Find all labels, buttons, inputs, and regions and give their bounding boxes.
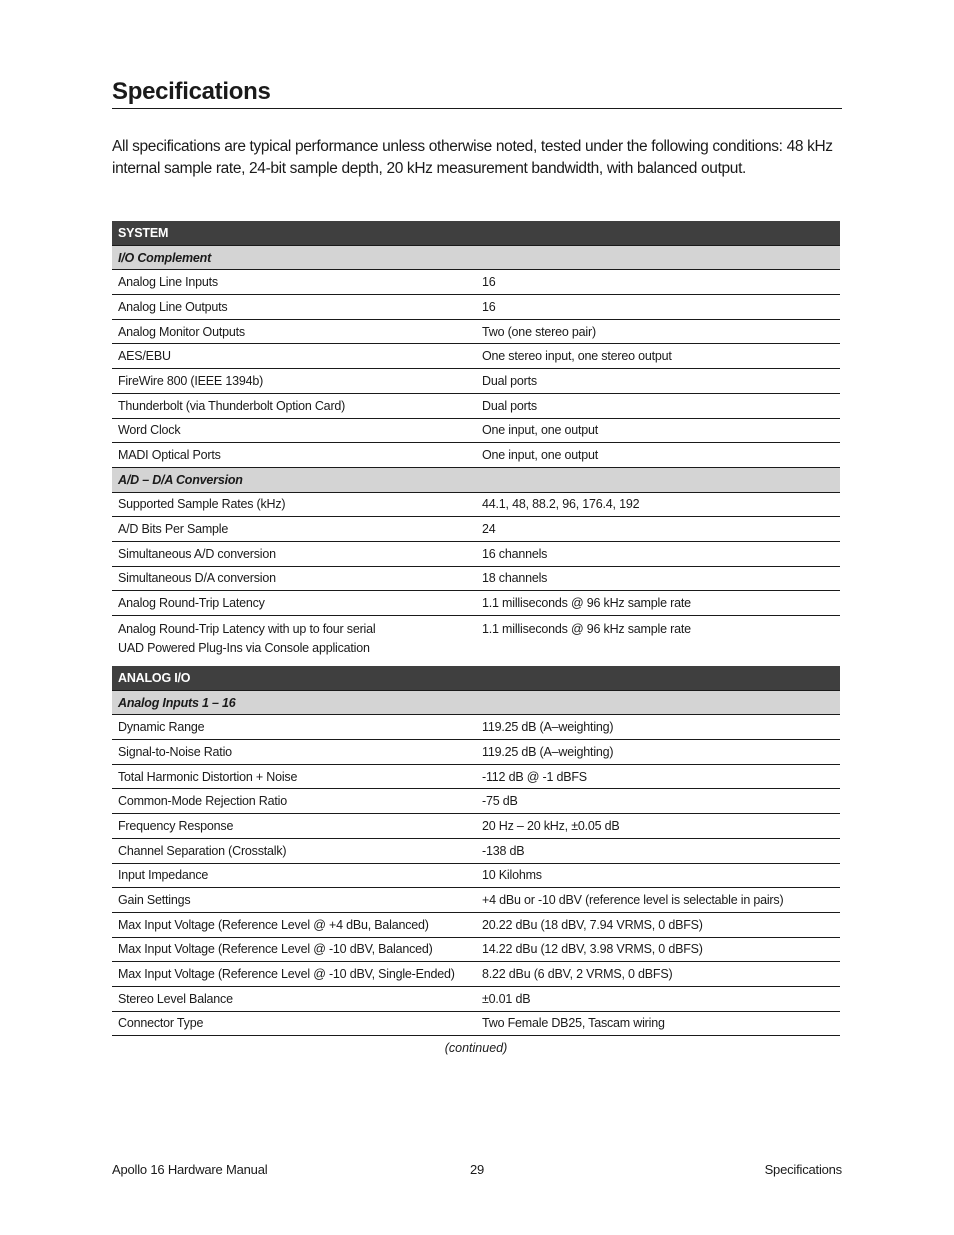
table-row: [112, 270, 840, 295]
table-row: [112, 888, 840, 913]
param-cell: Analog Round-Trip Latency: [112, 591, 476, 616]
param-cell: Channel Separation (Crosstalk): [112, 838, 476, 863]
value-cell: 1.1 milliseconds @ 96 kHz sample rate: [482, 622, 691, 636]
value-cell: 24: [476, 517, 840, 542]
section-header-system: [112, 221, 840, 245]
table-row: [112, 814, 840, 839]
param-cell: Supported Sample Rates (kHz): [112, 492, 476, 517]
param-cell: Stereo Level Balance: [112, 986, 476, 1011]
param-cell: Dynamic Range: [112, 715, 476, 740]
table-row: [112, 492, 840, 517]
section-label: ANALOG I/O: [112, 666, 840, 690]
table-row: [112, 863, 840, 888]
table-row: [112, 566, 840, 591]
param-cell: Thunderbolt (via Thunderbolt Option Card): [112, 393, 476, 418]
table-row: [112, 962, 840, 987]
param-cell: Connector Type: [112, 1011, 476, 1036]
section-header-analog-io: [112, 666, 840, 690]
param-cell: MADI Optical Ports: [112, 443, 476, 468]
param-cell: Word Clock: [112, 418, 476, 443]
param-cell: Analog Monitor Outputs: [112, 319, 476, 344]
page-title: Specifications: [112, 78, 842, 109]
table-row: [112, 986, 840, 1011]
param-cell: Input Impedance: [112, 863, 476, 888]
footer-page-number: 29: [469, 1162, 485, 1177]
value-cell: One stereo input, one stereo output: [476, 344, 840, 369]
subsection-conversion: [112, 467, 840, 492]
table-row: [112, 912, 840, 937]
table-row: [112, 789, 840, 814]
value-cell: Two Female DB25, Tascam wiring: [476, 1011, 840, 1036]
table-row: [112, 838, 840, 863]
subsection-analog-inputs: [112, 690, 840, 715]
value-cell: 20.22 dBu (18 dBV, 7.94 VRMS, 0 dBFS): [476, 912, 840, 937]
table-row: [112, 319, 840, 344]
param-cell: Analog Line Outputs: [112, 295, 476, 320]
param-cell: Signal-to-Noise Ratio: [112, 740, 476, 765]
value-cell: 1.1 milliseconds @ 96 kHz sample rate: [476, 591, 840, 616]
table-row: [112, 740, 840, 765]
param-cell: Simultaneous A/D conversion: [112, 541, 476, 566]
param-cell: Max Input Voltage (Reference Level @ -10 dBV, Balanced): [112, 937, 476, 962]
param-cell: Analog Round-Trip Latency with up to four serial UAD Powered Plug-Ins via Console application: [118, 622, 376, 655]
value-cell: -138 dB: [476, 838, 840, 863]
subsection-label: A/D – D/A Conversion: [112, 467, 840, 492]
value-cell: 119.25 dB (A–weighting): [476, 740, 840, 765]
value-cell: -75 dB: [476, 789, 840, 814]
value-cell: ±0.01 dB: [476, 986, 840, 1011]
value-cell: 14.22 dBu (12 dBV, 3.98 VRMS, 0 dBFS): [476, 937, 840, 962]
param-cell: FireWire 800 (IEEE 1394b): [112, 369, 476, 394]
continued-note: (continued): [444, 1041, 508, 1055]
value-cell: Two (one stereo pair): [476, 319, 840, 344]
value-cell: 16: [476, 295, 840, 320]
footer-manual-title: Apollo 16 Hardware Manual: [112, 1162, 268, 1177]
value-cell: 10 Kilohms: [476, 863, 840, 888]
param-cell: Frequency Response: [112, 814, 476, 839]
footer-section-name: Specifications: [764, 1162, 842, 1177]
table-row: [112, 418, 840, 443]
param-cell: A/D Bits Per Sample: [112, 517, 476, 542]
value-cell: 16 channels: [476, 541, 840, 566]
param-cell: Simultaneous D/A conversion: [112, 566, 476, 591]
table-row: [112, 591, 840, 616]
subsection-io-complement: [112, 245, 840, 270]
table-row: [112, 715, 840, 740]
param-cell: Gain Settings: [112, 888, 476, 913]
table-row: [112, 517, 840, 542]
param-cell: Analog Line Inputs: [112, 270, 476, 295]
subsection-label: Analog Inputs 1 – 16: [112, 690, 840, 715]
value-cell: 44.1, 48, 88.2, 96, 176.4, 192: [476, 492, 840, 517]
value-cell: 119.25 dB (A–weighting): [476, 715, 840, 740]
table-row: [112, 393, 840, 418]
value-cell: Dual ports: [476, 393, 840, 418]
value-cell: 16: [476, 270, 840, 295]
section-label: SYSTEM: [112, 221, 840, 245]
table-row: [112, 443, 840, 468]
table-row: [112, 616, 840, 667]
value-cell: 20 Hz – 20 kHz, ±0.05 dB: [476, 814, 840, 839]
table-row: [112, 541, 840, 566]
intro-paragraph: All specifications are typical performance unless otherwise noted, tested under the following conditions: 48 kHz internal sample rate, 24-bit sample depth, 20 kHz measurement bandwidth, with balanced output.: [112, 138, 833, 177]
value-cell: 8.22 dBu (6 dBV, 2 VRMS, 0 dBFS): [476, 962, 840, 987]
value-cell: Dual ports: [476, 369, 840, 394]
table-row: [112, 764, 840, 789]
table-row: [112, 295, 840, 320]
value-cell: +4 dBu or -10 dBV (reference level is selectable in pairs): [476, 888, 840, 913]
value-cell: One input, one output: [476, 418, 840, 443]
value-cell: One input, one output: [476, 443, 840, 468]
subsection-label: I/O Complement: [112, 245, 840, 270]
table-row: [112, 344, 840, 369]
table-row: [112, 1011, 840, 1036]
value-cell: -112 dB @ -1 dBFS: [476, 764, 840, 789]
param-cell: Total Harmonic Distortion + Noise: [112, 764, 476, 789]
value-cell: 18 channels: [476, 566, 840, 591]
param-cell: AES/EBU: [112, 344, 476, 369]
param-cell: Common-Mode Rejection Ratio: [112, 789, 476, 814]
spec-table: [112, 221, 840, 1036]
table-row: [112, 937, 840, 962]
param-cell: Max Input Voltage (Reference Level @ -10 dBV, Single-Ended): [112, 962, 476, 987]
table-row: [112, 369, 840, 394]
param-cell: Max Input Voltage (Reference Level @ +4 dBu, Balanced): [112, 912, 476, 937]
